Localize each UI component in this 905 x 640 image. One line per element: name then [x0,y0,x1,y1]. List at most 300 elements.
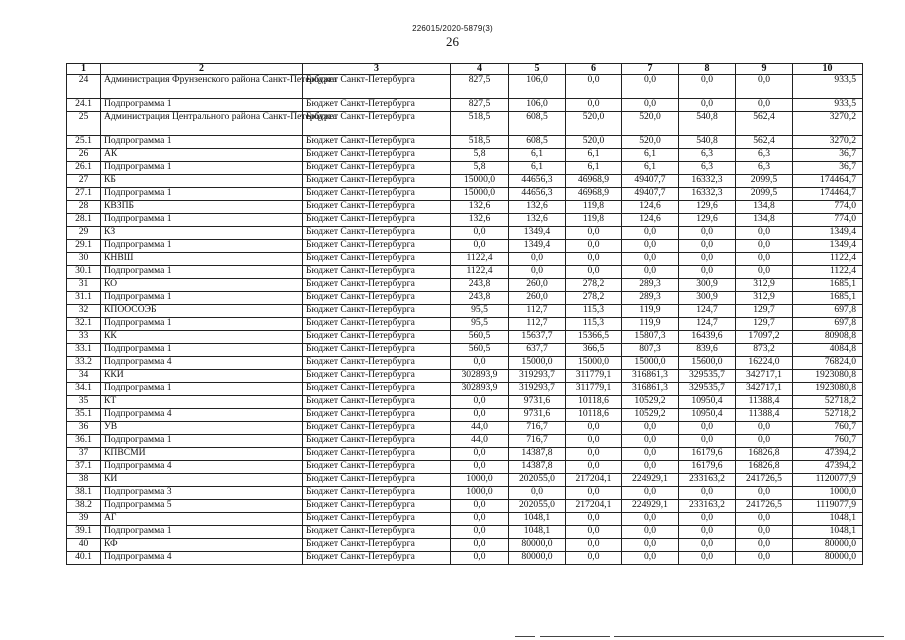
row-number-cell: 31.1 [67,292,101,305]
column-header: 8 [679,64,736,75]
value-cell: 0,0 [622,99,679,112]
source-cell: Бюджет Санкт-Петербурга [303,344,451,357]
value-cell: 224929,1 [622,474,679,487]
source-cell: Бюджет Санкт-Петербурга [303,136,451,149]
row-name-cell: КТ [101,396,303,409]
value-cell: 47394,2 [793,448,863,461]
value-cell: 518,5 [451,136,509,149]
row-name-cell: Подпрограмма 1 [101,240,303,253]
value-cell: 36,7 [793,149,863,162]
value-cell: 0,0 [451,552,509,565]
source-cell: Бюджет Санкт-Петербурга [303,448,451,461]
value-cell: 243,8 [451,292,509,305]
value-cell: 3270,2 [793,136,863,149]
value-cell: 14387,8 [509,461,566,474]
source-cell: Бюджет Санкт-Петербурга [303,526,451,539]
row-number-cell: 27 [67,175,101,188]
value-cell: 119,8 [566,201,622,214]
value-cell: 129,6 [679,214,736,227]
value-cell: 1000,0 [451,487,509,500]
value-cell: 0,0 [566,266,622,279]
value-cell: 0,0 [451,500,509,513]
value-cell: 46968,9 [566,188,622,201]
row-number-cell: 31 [67,279,101,292]
row-number-cell: 38.1 [67,487,101,500]
value-cell: 14387,8 [509,448,566,461]
row-number-cell: 27.1 [67,188,101,201]
value-cell: 1349,4 [509,227,566,240]
value-cell: 562,4 [736,136,793,149]
source-cell: Бюджет Санкт-Петербурга [303,331,451,344]
row-number-cell: 28.1 [67,214,101,227]
value-cell: 132,6 [509,214,566,227]
value-cell: 174464,7 [793,188,863,201]
row-number-cell: 25 [67,112,101,136]
value-cell: 112,7 [509,318,566,331]
value-cell: 80000,0 [793,552,863,565]
value-cell: 0,0 [622,253,679,266]
value-cell: 0,0 [679,253,736,266]
value-cell: 0,0 [736,75,793,99]
value-cell: 0,0 [566,526,622,539]
value-cell: 278,2 [566,292,622,305]
value-cell: 233163,2 [679,500,736,513]
value-cell: 6,3 [679,149,736,162]
row-name-cell: КЗ [101,227,303,240]
value-cell: 1685,1 [793,292,863,305]
value-cell: 36,7 [793,162,863,175]
value-cell: 0,0 [679,487,736,500]
value-cell: 0,0 [566,99,622,112]
source-cell: Бюджет Санкт-Петербурга [303,75,451,99]
value-cell: 289,3 [622,292,679,305]
value-cell: 540,8 [679,136,736,149]
table-row [67,305,863,318]
value-cell: 562,4 [736,112,793,136]
table-row [67,253,863,266]
value-cell: 289,3 [622,279,679,292]
value-cell: 124,7 [679,305,736,318]
row-name-cell: Подпрограмма 4 [101,552,303,565]
value-cell: 129,7 [736,318,793,331]
value-cell: 10118,6 [566,409,622,422]
row-number-cell: 26.1 [67,162,101,175]
value-cell: 10118,6 [566,396,622,409]
value-cell: 44,0 [451,435,509,448]
source-cell: Бюджет Санкт-Петербурга [303,370,451,383]
row-name-cell: КБ [101,175,303,188]
row-name-cell: ККИ [101,370,303,383]
value-cell: 278,2 [566,279,622,292]
value-cell: 9731,6 [509,396,566,409]
row-number-cell: 24.1 [67,99,101,112]
value-cell: 6,3 [736,162,793,175]
row-name-cell: Подпрограмма 1 [101,383,303,396]
value-cell: 760,7 [793,435,863,448]
row-name-cell: Подпрограмма 4 [101,461,303,474]
value-cell: 0,0 [736,552,793,565]
column-header: 6 [566,64,622,75]
row-number-cell: 39.1 [67,526,101,539]
value-cell: 933,5 [793,75,863,99]
row-name-cell: КВЗПБ [101,201,303,214]
source-cell: Бюджет Санкт-Петербурга [303,435,451,448]
value-cell: 0,0 [622,266,679,279]
value-cell: 0,0 [622,513,679,526]
value-cell: 0,0 [679,539,736,552]
row-number-cell: 32 [67,305,101,318]
table-row [67,409,863,422]
table-row [67,461,863,474]
footer-line [540,636,610,637]
value-cell: 115,3 [566,305,622,318]
table-row [67,513,863,526]
value-cell: 342717,1 [736,370,793,383]
value-cell: 174464,7 [793,175,863,188]
value-cell: 224929,1 [622,500,679,513]
value-cell: 15366,5 [566,331,622,344]
row-number-cell: 32.1 [67,318,101,331]
value-cell: 716,7 [509,435,566,448]
column-header: 2 [101,64,303,75]
value-cell: 1000,0 [451,474,509,487]
value-cell: 827,5 [451,99,509,112]
row-name-cell: КО [101,279,303,292]
row-name-cell: Подпрограмма 1 [101,214,303,227]
value-cell: 0,0 [509,487,566,500]
row-number-cell: 37.1 [67,461,101,474]
value-cell: 300,9 [679,279,736,292]
value-cell: 0,0 [566,513,622,526]
table-row [67,344,863,357]
value-cell: 0,0 [566,75,622,99]
value-cell: 0,0 [566,227,622,240]
source-cell: Бюджет Санкт-Петербурга [303,539,451,552]
source-cell: Бюджет Санкт-Петербурга [303,201,451,214]
value-cell: 366,5 [566,344,622,357]
value-cell: 1923080,8 [793,383,863,396]
value-cell: 124,7 [679,318,736,331]
table-row [67,112,863,136]
table-row [67,75,863,99]
value-cell: 302893,9 [451,370,509,383]
row-name-cell: КПООСОЭБ [101,305,303,318]
value-cell: 520,0 [622,112,679,136]
source-cell: Бюджет Санкт-Петербурга [303,396,451,409]
row-name-cell: Подпрограмма 1 [101,99,303,112]
value-cell: 0,0 [451,539,509,552]
table-row [67,201,863,214]
value-cell: 10529,2 [622,409,679,422]
value-cell: 0,0 [679,422,736,435]
row-name-cell: Подпрограмма 1 [101,136,303,149]
value-cell: 1122,4 [451,266,509,279]
value-cell: 0,0 [736,513,793,526]
value-cell: 0,0 [679,552,736,565]
value-cell: 49407,7 [622,188,679,201]
value-cell: 839,6 [679,344,736,357]
value-cell: 0,0 [622,461,679,474]
row-number-cell: 30 [67,253,101,266]
value-cell: 134,8 [736,201,793,214]
row-number-cell: 29.1 [67,240,101,253]
source-cell: Бюджет Санкт-Петербурга [303,500,451,513]
source-cell: Бюджет Санкт-Петербурга [303,112,451,136]
value-cell: 5,8 [451,149,509,162]
table-row [67,149,863,162]
row-number-cell: 38.2 [67,500,101,513]
value-cell: 1685,1 [793,279,863,292]
source-cell: Бюджет Санкт-Петербурга [303,240,451,253]
row-number-cell: 30.1 [67,266,101,279]
row-number-cell: 33.2 [67,357,101,370]
table-row [67,292,863,305]
value-cell: 15637,7 [509,331,566,344]
value-cell: 15000,0 [451,188,509,201]
source-cell: Бюджет Санкт-Петербурга [303,214,451,227]
row-name-cell: Подпрограмма 1 [101,188,303,201]
row-name-cell: АК [101,149,303,162]
value-cell: 16179,6 [679,461,736,474]
row-name-cell: Подпрограмма 1 [101,162,303,175]
value-cell: 0,0 [679,227,736,240]
value-cell: 0,0 [679,75,736,99]
table-row [67,266,863,279]
value-cell: 80908,8 [793,331,863,344]
value-cell: 6,1 [622,162,679,175]
row-name-cell: КПВСМИ [101,448,303,461]
value-cell: 243,8 [451,279,509,292]
source-cell: Бюджет Санкт-Петербурга [303,461,451,474]
value-cell: 0,0 [451,396,509,409]
value-cell: 0,0 [451,240,509,253]
value-cell: 129,6 [679,201,736,214]
value-cell: 217204,1 [566,474,622,487]
value-cell: 760,7 [793,422,863,435]
row-number-cell: 34.1 [67,383,101,396]
value-cell: 15000,0 [622,357,679,370]
value-cell: 0,0 [679,513,736,526]
footer-line [614,636,884,637]
row-name-cell: УВ [101,422,303,435]
value-cell: 518,5 [451,112,509,136]
row-number-cell: 26 [67,149,101,162]
table-row [67,136,863,149]
source-cell: Бюджет Санкт-Петербурга [303,99,451,112]
value-cell: 312,9 [736,292,793,305]
source-cell: Бюджет Санкт-Петербурга [303,227,451,240]
table-row [67,240,863,253]
column-header: 9 [736,64,793,75]
value-cell: 119,9 [622,318,679,331]
row-name-cell: Подпрограмма 1 [101,435,303,448]
value-cell: 697,8 [793,318,863,331]
value-cell: 129,7 [736,305,793,318]
row-number-cell: 37 [67,448,101,461]
table-row [67,279,863,292]
source-cell: Бюджет Санкт-Петербурга [303,357,451,370]
table-row [67,422,863,435]
value-cell: 1048,1 [509,526,566,539]
value-cell: 6,1 [566,162,622,175]
value-cell: 0,0 [736,487,793,500]
value-cell: 6,1 [566,149,622,162]
value-cell: 17097,2 [736,331,793,344]
value-cell: 6,3 [679,162,736,175]
value-cell: 4084,8 [793,344,863,357]
value-cell: 217204,1 [566,500,622,513]
value-cell: 316861,3 [622,370,679,383]
value-cell: 80000,0 [793,539,863,552]
value-cell: 0,0 [566,435,622,448]
value-cell: 329535,7 [679,370,736,383]
source-cell: Бюджет Санкт-Петербурга [303,513,451,526]
value-cell: 520,0 [566,112,622,136]
row-name-cell: Администрация Фрунзенского района Санкт-Петербурга [101,75,303,99]
value-cell: 1349,4 [509,240,566,253]
value-cell: 0,0 [736,435,793,448]
value-cell: 560,5 [451,331,509,344]
value-cell: 1923080,8 [793,370,863,383]
source-cell: Бюджет Санкт-Петербурга [303,175,451,188]
table-row [67,383,863,396]
value-cell: 241726,5 [736,474,793,487]
table-row [67,175,863,188]
value-cell: 1048,1 [793,526,863,539]
value-cell: 15807,3 [622,331,679,344]
value-cell: 16439,6 [679,331,736,344]
value-cell: 807,3 [622,344,679,357]
page-number: 26 [446,34,459,49]
budget-table [66,63,863,565]
value-cell: 16826,8 [736,461,793,474]
value-cell: 933,5 [793,99,863,112]
value-cell: 0,0 [679,99,736,112]
value-cell: 15000,0 [566,357,622,370]
value-cell: 342717,1 [736,383,793,396]
value-cell: 0,0 [736,539,793,552]
footer-line [515,636,535,637]
value-cell: 16224,0 [736,357,793,370]
row-number-cell: 40.1 [67,552,101,565]
row-number-cell: 33 [67,331,101,344]
table-row [67,448,863,461]
value-cell: 0,0 [679,526,736,539]
value-cell: 0,0 [566,487,622,500]
column-header: 1 [67,64,101,75]
value-cell: 0,0 [509,266,566,279]
value-cell: 260,0 [509,292,566,305]
column-header: 10 [793,64,863,75]
value-cell: 1000,0 [793,487,863,500]
value-cell: 1349,4 [793,227,863,240]
row-number-cell: 35.1 [67,409,101,422]
value-cell: 2099,5 [736,175,793,188]
value-cell: 124,6 [622,214,679,227]
row-number-cell: 33.1 [67,344,101,357]
value-cell: 0,0 [679,435,736,448]
value-cell: 0,0 [622,487,679,500]
table-row [67,227,863,240]
table-row [67,539,863,552]
value-cell: 0,0 [736,227,793,240]
value-cell: 774,0 [793,201,863,214]
row-name-cell: КИ [101,474,303,487]
row-name-cell: Подпрограмма 1 [101,344,303,357]
row-number-cell: 36 [67,422,101,435]
value-cell: 10950,4 [679,396,736,409]
value-cell: 311779,1 [566,370,622,383]
value-cell: 300,9 [679,292,736,305]
table-row [67,396,863,409]
value-cell: 132,6 [451,214,509,227]
value-cell: 3270,2 [793,112,863,136]
value-cell: 774,0 [793,214,863,227]
value-cell: 0,0 [622,75,679,99]
value-cell: 1048,1 [793,513,863,526]
value-cell: 52718,2 [793,409,863,422]
value-cell: 0,0 [451,461,509,474]
value-cell: 124,6 [622,201,679,214]
value-cell: 0,0 [451,227,509,240]
column-header: 3 [303,64,451,75]
column-header: 4 [451,64,509,75]
value-cell: 0,0 [622,448,679,461]
value-cell: 302893,9 [451,383,509,396]
table-row [67,214,863,227]
table-row [67,487,863,500]
value-cell: 0,0 [736,99,793,112]
value-cell: 0,0 [566,461,622,474]
value-cell: 134,8 [736,214,793,227]
row-name-cell: КК [101,331,303,344]
value-cell: 46968,9 [566,175,622,188]
value-cell: 2099,5 [736,188,793,201]
source-cell: Бюджет Санкт-Петербурга [303,552,451,565]
source-cell: Бюджет Санкт-Петербурга [303,149,451,162]
row-name-cell: КФ [101,539,303,552]
row-name-cell: Подпрограмма 3 [101,487,303,500]
row-number-cell: 40 [67,539,101,552]
value-cell: 119,9 [622,305,679,318]
value-cell: 319293,7 [509,370,566,383]
value-cell: 10950,4 [679,409,736,422]
value-cell: 0,0 [736,253,793,266]
row-number-cell: 28 [67,201,101,214]
table-row [67,435,863,448]
value-cell: 0,0 [451,357,509,370]
value-cell: 0,0 [736,526,793,539]
document-id: 226015/2020-5879(3) [412,24,493,33]
row-name-cell: Подпрограмма 1 [101,318,303,331]
value-cell: 47394,2 [793,461,863,474]
value-cell: 716,7 [509,422,566,435]
value-cell: 1119077,9 [793,500,863,513]
value-cell: 0,0 [736,422,793,435]
value-cell: 1048,1 [509,513,566,526]
value-cell: 76824,0 [793,357,863,370]
table-header [67,64,863,75]
table-row [67,318,863,331]
row-name-cell: Подпрограмма 1 [101,526,303,539]
value-cell: 106,0 [509,99,566,112]
value-cell: 0,0 [622,435,679,448]
source-cell: Бюджет Санкт-Петербурга [303,266,451,279]
value-cell: 873,2 [736,344,793,357]
value-cell: 16332,3 [679,188,736,201]
value-cell: 6,3 [736,149,793,162]
source-cell: Бюджет Санкт-Петербурга [303,318,451,331]
